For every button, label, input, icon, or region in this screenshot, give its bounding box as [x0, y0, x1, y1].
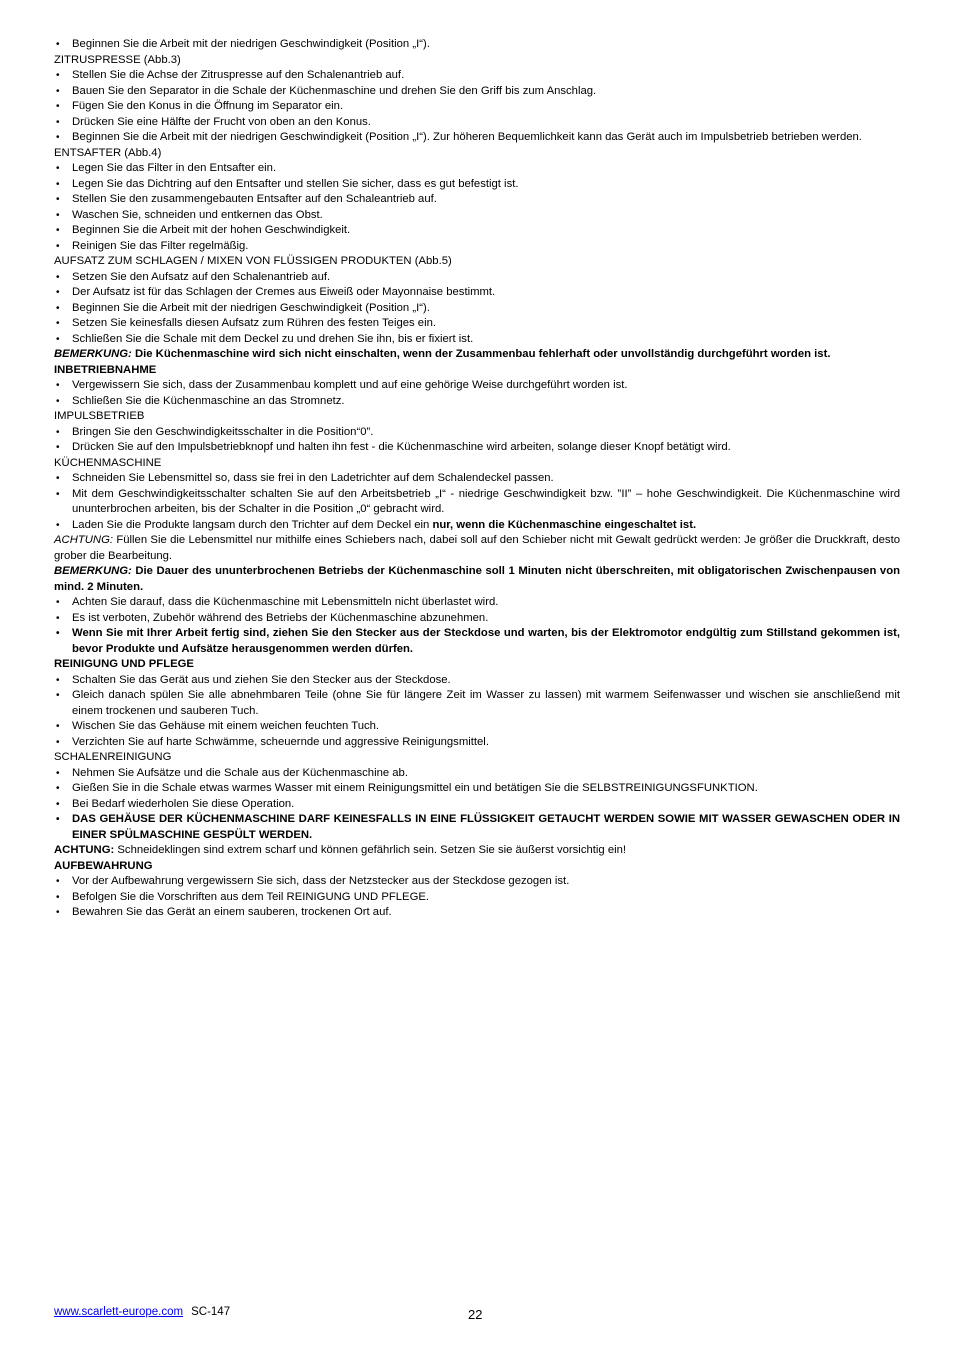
manual-body [54, 37, 900, 921]
bullet-item: • Mit dem Geschwindigkeitsschalter schalten Sie auf den Arbeitsbetrieb „I“ - niedrige Geschwindigkeit bzw. ”II” – hohe Geschwindigkeit. Die Küchenmaschine wird ununterbrochen arbeiten, bis der Schalter in die Position „0“ gebracht wird. [54, 487, 900, 518]
note-paragraph [54, 347, 900, 363]
bullet-item: • Stellen Sie die Achse der Zitruspresse auf den Schalenantrieb auf. [54, 68, 900, 84]
note-text: Die Dauer des ununterbrochenen Betriebs der Küchenmaschine soll 1 Minuten nicht überschreiten, mit obligatorischen Zwischenpausen von mind. 2 Minuten. [54, 565, 900, 593]
bullet-item: • Beginnen Sie die Arbeit mit der niedrigen Geschwindigkeit (Position „I“). [54, 301, 900, 317]
bullet-item: • Gleich danach spülen Sie alle abnehmbaren Teile (ohne Sie für längere Zeit im Wasser zu lassen) mit warmem Seifenwasser und wischen sie anschließend mit einem trockenen und sauberen Tuch. [54, 688, 900, 719]
note-label: ACHTUNG: [54, 844, 115, 856]
bullet-text-emphasis: nur, wenn die Küchenmaschine eingeschaltet ist. [432, 518, 697, 531]
bullet-item: • Drücken Sie auf den Impulsbetriebknopf und halten ihn fest - die Küchenmaschine wird arbeiten, solange dieser Knopf betätigt wird. [54, 440, 900, 456]
section-heading: REINIGUNG UND PFLEGE [54, 658, 194, 670]
bullet-item: • Setzen Sie den Aufsatz auf den Schalenantrieb auf. [54, 270, 900, 286]
bullet-item: • Schließen Sie die Schale mit dem Deckel zu und drehen Sie ihn, bis er fixiert ist. [54, 332, 900, 348]
bullet-item: • Bewahren Sie das Gerät an einem sauberen, trockenen Ort auf. [54, 905, 900, 921]
note-text: Schneideklingen sind extrem scharf und können gefährlich sein. Setzen Sie sie äußerst vorsichtig ein! [114, 844, 627, 856]
bullet-item: • Beginnen Sie die Arbeit mit der niedrigen Geschwindigkeit (Position „I“). [54, 37, 900, 53]
bullet-item: • Fügen Sie den Konus in die Öffnung im Separator ein. [54, 99, 900, 115]
section-heading: AUFSATZ ZUM SCHLAGEN / MIXEN VON FLÜSSIGEN PRODUKTEN (Abb.5) [54, 255, 452, 267]
model-number: SC-147 [191, 1306, 231, 1318]
bullet-item: • Waschen Sie, schneiden und entkernen das Obst. [54, 208, 900, 224]
section-heading: IMPULSBETRIEB [54, 410, 145, 422]
bullet-item: • Verzichten Sie auf harte Schwämme, scheuernde und aggressive Reinigungsmittel. [54, 735, 900, 751]
page-number: 22 [468, 1307, 483, 1322]
bullet-item: • Befolgen Sie die Vorschriften aus dem Teil REINIGUNG UND PFLEGE. [54, 890, 900, 906]
bullet-item: • Gießen Sie in die Schale etwas warmes Wasser mit einem Reinigungsmittel ein und betätigen Sie die SELBSTREINIGUNGSFUNKTION. [54, 781, 900, 797]
note-text: Die Küchenmaschine wird sich nicht einschalten, wenn der Zusammenbau fehlerhaft oder unvollständig durchgeführt worden ist. [131, 348, 831, 360]
bullet-item: • Bauen Sie den Separator in die Schale der Küchenmaschine und drehen Sie den Griff bis zum Anschlag. [54, 84, 900, 100]
bullet-item: • Stellen Sie den zusammengebauten Entsafter auf den Schaleantrieb auf. [54, 192, 900, 208]
section-heading: ENTSAFTER (Abb.4) [54, 146, 162, 159]
bullet-item: • Vor der Aufbewahrung vergewissern Sie sich, dass der Netzstecker aus der Steckdose gezogen ist. [54, 874, 900, 890]
note-label: BEMERKUNG: [54, 565, 132, 577]
bullet-item: • Der Aufsatz ist für das Schlagen der Cremes aus Eiweiß oder Mayonnaise bestimmt. [54, 285, 900, 301]
bullet-item: • Bei Bedarf wiederholen Sie diese Operation. [54, 797, 900, 813]
bullet-item [54, 518, 900, 534]
note-paragraph [54, 533, 900, 564]
bullet-item: • Legen Sie das Filter in den Entsafter ein. [54, 161, 900, 177]
bullet-item: • Bringen Sie den Geschwindigkeitsschalter in die Position“0”. [54, 425, 900, 441]
bullet-item: • Nehmen Sie Aufsätze und die Schale aus der Küchenmaschine ab. [54, 766, 900, 782]
page-footer [54, 1306, 900, 1324]
bullet-item: • Es ist verboten, Zubehör während des Betriebs der Küchenmaschine abzunehmen. [54, 611, 900, 627]
bullet-item: • Schalten Sie das Gerät aus und ziehen Sie den Stecker aus der Steckdose. [54, 673, 900, 689]
section-heading: INBETRIEBNAHME [54, 363, 157, 376]
website-link[interactable]: www.scarlett-europe.com [54, 1306, 184, 1318]
bullet-item: • Beginnen Sie die Arbeit mit der hohen Geschwindigkeit. [54, 223, 900, 239]
bullet-item-warning: • Wenn Sie mit Ihrer Arbeit fertig sind, ziehen Sie den Stecker aus der Steckdose und warten, bis der Elektromotor endgültig zum Stillstand gekommen ist, bevor Produkte und Aufsätze herausgenommen werden dürfen. [54, 626, 900, 657]
bullet-item: • Beginnen Sie die Arbeit mit der niedrigen Geschwindigkeit (Position „I“). Zur höheren Bequemlichkeit kann das Gerät auch im Impulsbetrieb betrieben werden. [54, 130, 900, 146]
section-heading: SCHALENREINIGUNG [54, 751, 172, 763]
bullet-item: • Schließen Sie die Küchenmaschine an das Stromnetz. [54, 394, 900, 410]
bullet-item: • Legen Sie das Dichtring auf den Entsafter und stellen Sie sicher, dass es gut befestigt ist. [54, 177, 900, 193]
bullet-item: • Setzen Sie keinesfalls diesen Aufsatz zum Rühren des festen Teiges ein. [54, 316, 900, 332]
note-label: ACHTUNG: [54, 534, 113, 546]
bullet-item-warning: • DAS GEHÄUSE DER KÜCHENMASCHINE DARF KEINESFALLS IN EINE FLÜSSIGKEIT GETAUCHT WERDEN SOWIE MIT WASSER GEWASCHEN ODER IN EINER SPÜLMASCHINE GESPÜLT WERDEN. [54, 812, 900, 843]
section-heading: AUFBEWAHRUNG [54, 859, 153, 872]
section-heading: ZITRUSPRESSE (Abb.3) [54, 53, 181, 66]
bullet-item: • Wischen Sie das Gehäuse mit einem weichen feuchten Tuch. [54, 719, 900, 735]
section-heading: KÜCHENMASCHINE [54, 456, 162, 469]
bullet-item: • Reinigen Sie das Filter regelmäßig. [54, 239, 900, 255]
bullet-item: • Vergewissern Sie sich, dass der Zusammenbau komplett und auf eine gehörige Weise durchgeführt worden ist. [54, 378, 900, 394]
note-text: Füllen Sie die Lebensmittel nur mithilfe eines Schiebers nach, dabei soll auf den Schieber nicht mit Gewalt gedrückt werden: Je größer die Druckkraft, desto grober die Bearbeitung. [54, 534, 900, 562]
bullet-text: Laden Sie die Produkte langsam durch den Trichter auf dem Deckel ein [72, 518, 433, 531]
bullet-item: • Schneiden Sie Lebensmittel so, dass sie frei in den Ladetrichter auf dem Schalendeckel passen. [54, 471, 900, 487]
note-paragraph [54, 564, 900, 595]
bullet-item: • Drücken Sie eine Hälfte der Frucht von oben an den Konus. [54, 115, 900, 131]
note-label: BEMERKUNG: [54, 348, 132, 360]
bullet-item: • Achten Sie darauf, dass die Küchenmaschine mit Lebensmitteln nicht überlastet wird. [54, 595, 900, 611]
note-paragraph [54, 843, 900, 859]
